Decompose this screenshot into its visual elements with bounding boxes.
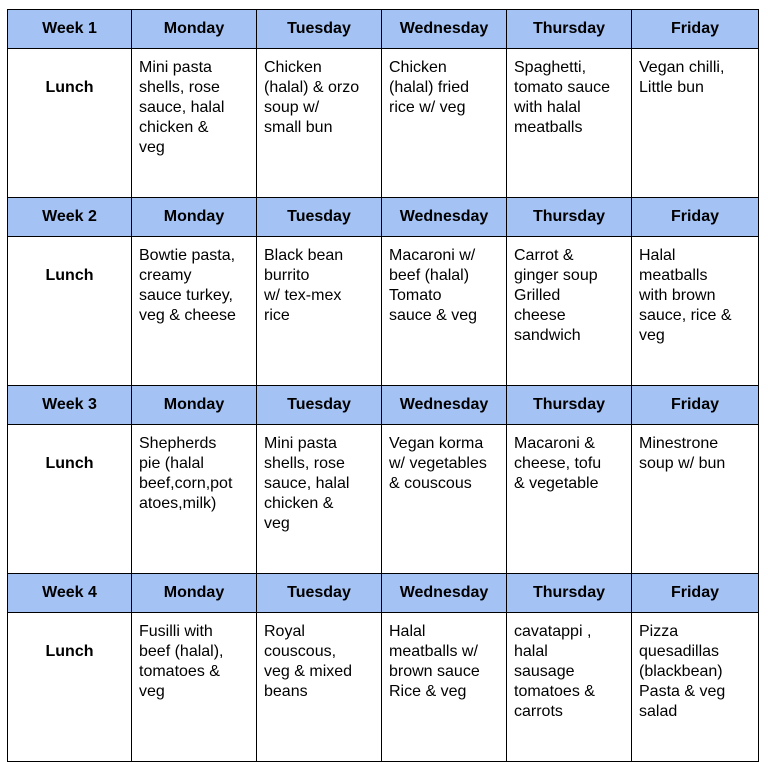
meal-cell-tuesday: Royal couscous, veg & mixed beans	[257, 613, 382, 762]
lunch-label: Lunch	[8, 237, 132, 386]
meal-cell-friday: Halal meatballs with brown sauce, rice & veg	[632, 237, 759, 386]
day-header-tuesday: Tuesday	[257, 574, 382, 613]
day-header-thursday: Thursday	[507, 386, 632, 425]
day-header-tuesday: Tuesday	[257, 198, 382, 237]
day-header-friday: Friday	[632, 574, 759, 613]
meal-cell-thursday: Carrot & ginger soup Grilled cheese sandwich	[507, 237, 632, 386]
week-4-lunch-row	[8, 613, 759, 762]
day-header-tuesday: Tuesday	[257, 10, 382, 49]
meal-cell-thursday: Macaroni & cheese, tofu & vegetable	[507, 425, 632, 574]
meal-cell-tuesday: Chicken (halal) & orzo soup w/ small bun	[257, 49, 382, 198]
week-3-header-row	[8, 386, 759, 425]
week-4-header-row	[8, 574, 759, 613]
week-label: Week 1	[8, 10, 132, 49]
day-header-wednesday: Wednesday	[382, 10, 507, 49]
meal-cell-thursday: Spaghetti, tomato sauce with halal meatballs	[507, 49, 632, 198]
day-header-wednesday: Wednesday	[382, 386, 507, 425]
week-label: Week 3	[8, 386, 132, 425]
lunch-label: Lunch	[8, 613, 132, 762]
day-header-wednesday: Wednesday	[382, 198, 507, 237]
week-1-header-row	[8, 10, 759, 49]
meal-cell-wednesday: Macaroni w/ beef (halal) Tomato sauce & veg	[382, 237, 507, 386]
meal-cell-wednesday: Halal meatballs w/ brown sauce Rice & veg	[382, 613, 507, 762]
day-header-monday: Monday	[132, 574, 257, 613]
meal-cell-friday: Pizza quesadillas (blackbean) Pasta & veg salad	[632, 613, 759, 762]
day-header-tuesday: Tuesday	[257, 386, 382, 425]
day-header-thursday: Thursday	[507, 198, 632, 237]
meal-cell-tuesday: Mini pasta shells, rose sauce, halal chicken & veg	[257, 425, 382, 574]
meal-cell-wednesday: Chicken (halal) fried rice w/ veg	[382, 49, 507, 198]
day-header-thursday: Thursday	[507, 574, 632, 613]
week-2-lunch-row	[8, 237, 759, 386]
week-3-lunch-row	[8, 425, 759, 574]
meal-cell-monday: Fusilli with beef (halal), tomatoes & veg	[132, 613, 257, 762]
lunch-label: Lunch	[8, 49, 132, 198]
week-1-lunch-row	[8, 49, 759, 198]
meal-cell-friday: Vegan chilli, Little bun	[632, 49, 759, 198]
meal-cell-friday: Minestrone soup w/ bun	[632, 425, 759, 574]
week-label: Week 2	[8, 198, 132, 237]
day-header-friday: Friday	[632, 198, 759, 237]
meal-cell-monday: Mini pasta shells, rose sauce, halal chicken & veg	[132, 49, 257, 198]
meal-cell-wednesday: Vegan korma w/ vegetables & couscous	[382, 425, 507, 574]
week-2-header-row	[8, 198, 759, 237]
meal-cell-tuesday: Black bean burrito w/ tex-mex rice	[257, 237, 382, 386]
day-header-thursday: Thursday	[507, 10, 632, 49]
lunch-label: Lunch	[8, 425, 132, 574]
day-header-wednesday: Wednesday	[382, 574, 507, 613]
meal-cell-monday: Bowtie pasta, creamy sauce turkey, veg & cheese	[132, 237, 257, 386]
week-label: Week 4	[8, 574, 132, 613]
meal-cell-thursday: cavatappi , halal sausage tomatoes & carrots	[507, 613, 632, 762]
day-header-monday: Monday	[132, 386, 257, 425]
day-header-friday: Friday	[632, 386, 759, 425]
meal-cell-monday: Shepherds pie (halal beef,corn,pot atoes,milk)	[132, 425, 257, 574]
lunch-menu-table	[7, 9, 759, 762]
day-header-monday: Monday	[132, 10, 257, 49]
day-header-friday: Friday	[632, 10, 759, 49]
day-header-monday: Monday	[132, 198, 257, 237]
